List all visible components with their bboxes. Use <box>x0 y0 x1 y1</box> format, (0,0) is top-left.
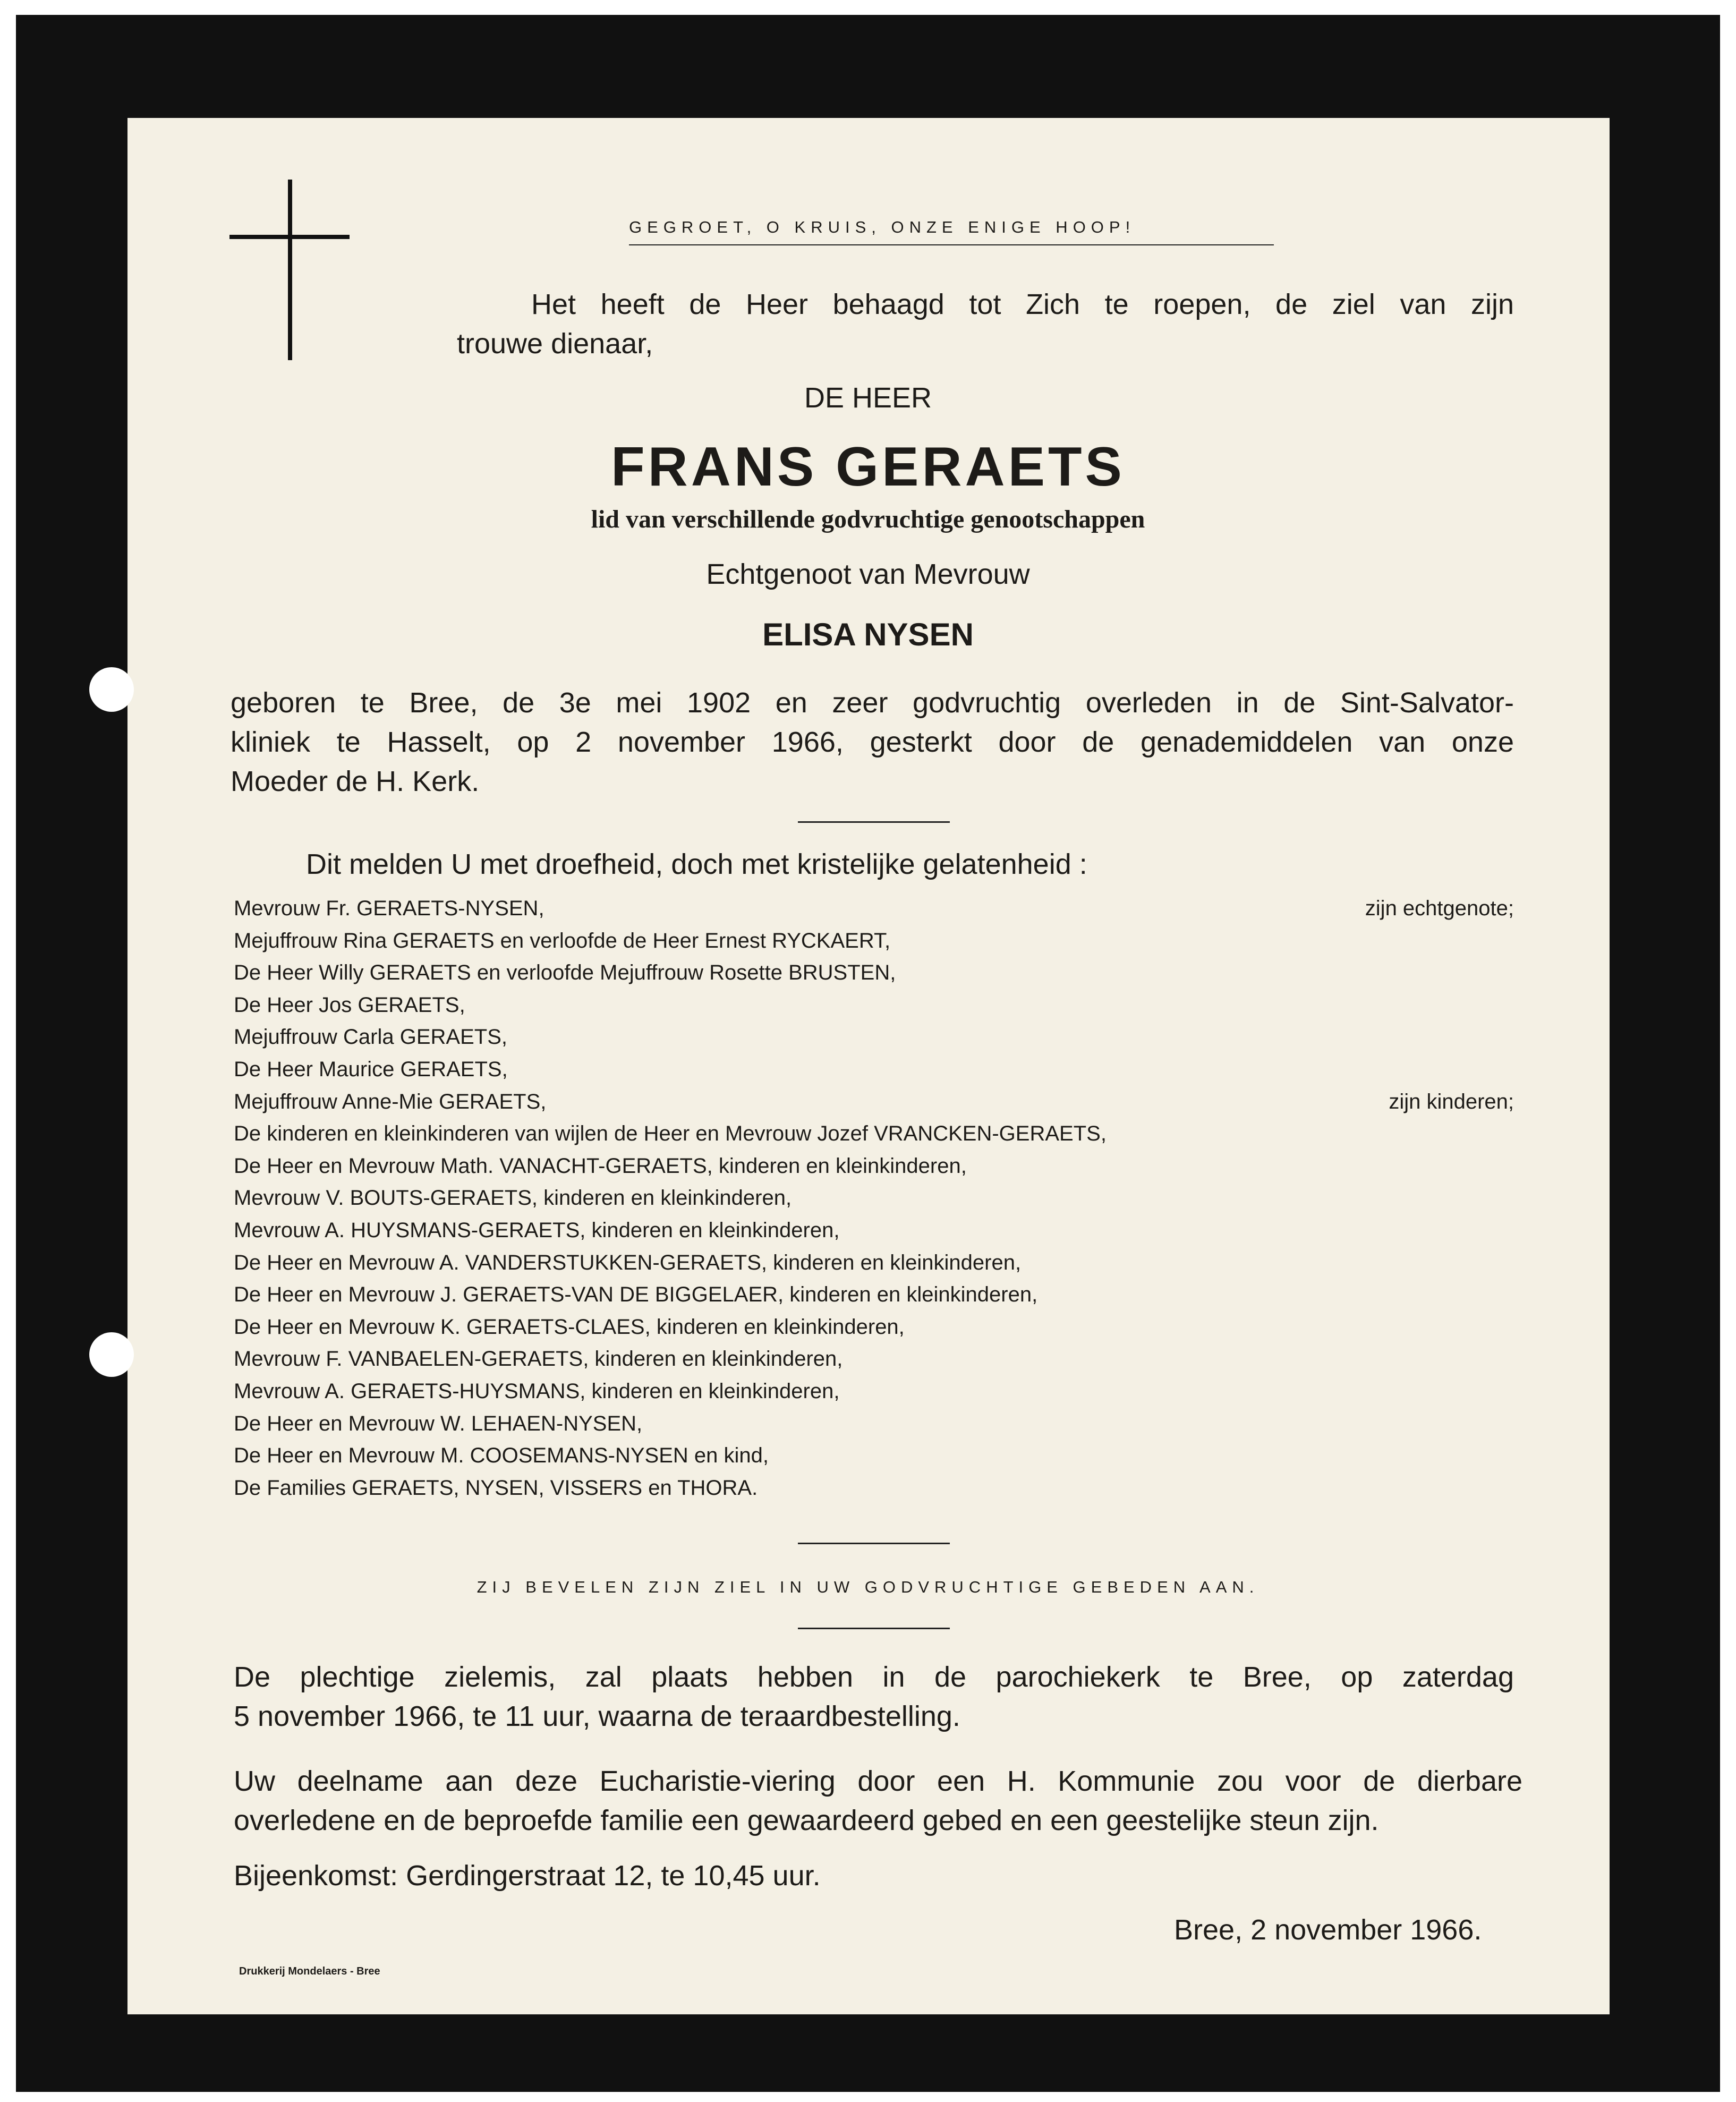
printer-credit: Drukkerij Mondelaers - Bree <box>239 1965 380 1977</box>
mourner-relation: zijn kinderen; <box>1389 1090 1514 1113</box>
communion-line-1: Uw deelname aan deze Eucharistie-viering door een H. Kommunie zou voor de dierbare <box>234 1765 1522 1797</box>
announcement: Dit melden U met droefheid, doch met kristelijke gelatenheid : <box>306 848 1087 880</box>
place-date: Bree, 2 november 1966. <box>1174 1914 1482 1946</box>
mourner-row: De Heer en Mevrouw J. GERAETS-VAN DE BIGGELAER, kinderen en kleinkinderen, <box>234 1283 1038 1306</box>
deceased-name: FRANS GERAETS <box>611 436 1125 498</box>
bio-line-2: kliniek te Hasselt, op 2 november 1966, gesterkt door de genademiddelen van onze <box>231 726 1514 758</box>
cross-icon <box>288 180 292 360</box>
mourner-row: De Heer en Mevrouw M. COOSEMANS-NYSEN en kind, <box>234 1444 769 1467</box>
mourner-row: De Heer Jos GERAETS, <box>234 993 465 1017</box>
communion-line-2: overledene en de beproefde familie een gewaardeerd gebed en een geestelijke steun zijn. <box>234 1805 1379 1836</box>
bio-line-1: geboren te Bree, de 3e mei 1902 en zeer godvruchtig overleden in de Sint-Salvator- <box>231 687 1514 719</box>
intro-line-2: trouwe dienaar, <box>457 328 653 360</box>
mourner-row: De Heer Maurice GERAETS, <box>234 1058 508 1081</box>
mourner-row: De Heer en Mevrouw A. VANDERSTUKKEN-GERAETS, kinderen en kleinkinderen, <box>234 1251 1022 1274</box>
bio-line-3: Moeder de H. Kerk. <box>231 765 480 797</box>
motto-underline <box>629 244 1274 245</box>
divider-1 <box>798 821 950 823</box>
mourner-row: Mevrouw A. GERAETS-HUYSMANS, kinderen en kleinkinderen, <box>234 1380 840 1403</box>
mass-line-1: De plechtige zielemis, zal plaats hebben in de parochiekerk te Bree, op zaterdag <box>234 1661 1514 1693</box>
mourner-row: De Families GERAETS, NYSEN, VISSERS en THORA. <box>234 1476 758 1500</box>
mourner-row: Mevrouw A. HUYSMANS-GERAETS, kinderen en kleinkinderen, <box>234 1219 840 1242</box>
mourner-row: De Heer en Mevrouw W. LEHAEN-NYSEN, <box>234 1412 643 1435</box>
punch-hole-bottom <box>89 1332 134 1377</box>
spouse-name: ELISA NYSEN <box>762 617 974 652</box>
prayer-request: ZIJ BEVELEN ZIJN ZIEL IN UW GODVRUCHTIGE GEBEDEN AAN. <box>476 1578 1260 1596</box>
mourner-row: De Heer en Mevrouw Math. VANACHT-GERAETS, kinderen en kleinkinderen, <box>234 1154 967 1178</box>
mourner-row: De kinderen en kleinkinderen van wijlen de Heer en Mevrouw Jozef VRANCKEN-GERAETS, <box>234 1122 1107 1145</box>
cross-icon-bar <box>229 235 350 239</box>
gathering: Bijeenkomst: Gerdingerstraat 12, te 10,45 uur. <box>234 1860 821 1892</box>
spouse-intro: Echtgenoot van Mevrouw <box>706 558 1030 590</box>
divider-2 <box>798 1543 950 1544</box>
punch-hole-top <box>89 667 134 712</box>
mourner-row: Mejuffrouw Carla GERAETS, <box>234 1025 507 1049</box>
mourner-row: Mevrouw F. VANBAELEN-GERAETS, kinderen en kleinkinderen, <box>234 1347 843 1371</box>
mass-line-2: 5 november 1966, te 11 uur, waarna de teraardbestelling. <box>234 1700 960 1732</box>
motto: GEGROET, O KRUIS, ONZE ENIGE HOOP! <box>629 218 1136 236</box>
honorific: DE HEER <box>804 382 932 414</box>
mourner-row: Mejuffrouw Anne-Mie GERAETS, <box>234 1090 547 1113</box>
intro-line-1: Het heeft de Heer behaagd tot Zich te roepen, de ziel van zijn <box>531 288 1514 320</box>
mourner-relation: zijn echtgenote; <box>1365 897 1514 920</box>
mourner-row: De Heer en Mevrouw K. GERAETS-CLAES, kinderen en kleinkinderen, <box>234 1315 905 1339</box>
mourner-row: Mevrouw Fr. GERAETS-NYSEN, <box>234 897 544 920</box>
deceased-subtitle: lid van verschillende godvruchtige genootschappen <box>591 505 1145 533</box>
mourner-row: De Heer Willy GERAETS en verloofde Mejuffrouw Rosette BRUSTEN, <box>234 961 896 984</box>
mourner-row: Mevrouw V. BOUTS-GERAETS, kinderen en kleinkinderen, <box>234 1186 792 1210</box>
divider-3 <box>798 1628 950 1629</box>
mourner-row: Mejuffrouw Rina GERAETS en verloofde de Heer Ernest RYCKAERT, <box>234 929 891 952</box>
